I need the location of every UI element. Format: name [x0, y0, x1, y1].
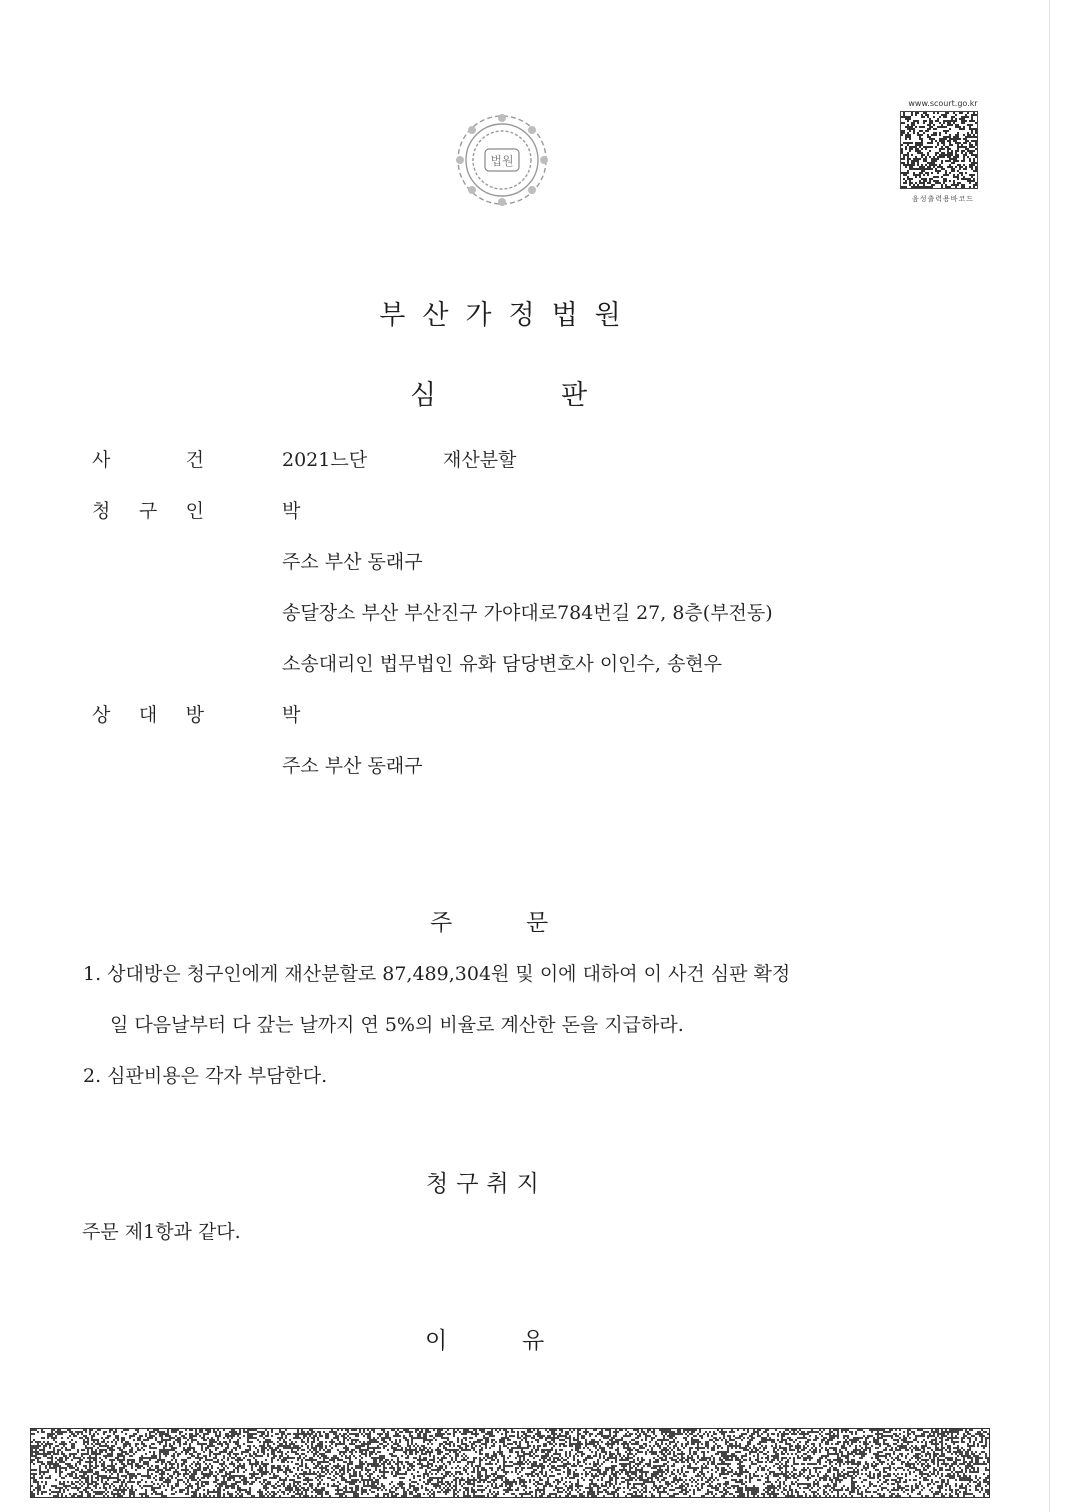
label-char: 사: [92, 449, 111, 471]
disposition-heading-char: 문: [526, 910, 549, 936]
case-type: 재산분할: [443, 449, 517, 471]
emblem-text: 법원: [490, 154, 514, 168]
respondent-address: 주소 부산 동래구: [282, 755, 423, 777]
document-title-char: 판: [561, 380, 588, 411]
claimant-attorney: 소송대리인 법무법인 유화 담당변호사 이인수, 송현우: [282, 653, 723, 675]
barcode-caption: 음성출력용바코드: [911, 195, 975, 203]
document-title: [0, 373, 1000, 411]
label-char: 건: [185, 449, 204, 471]
claim-purpose-heading: 청구취지: [426, 1171, 547, 1197]
reasons-heading-char: 유: [522, 1328, 545, 1354]
label-char: 청: [92, 500, 111, 522]
respondent-label: [92, 702, 204, 728]
respondent-name: 박: [282, 704, 301, 726]
disposition-heading-char: 주: [430, 910, 453, 936]
disposition-item-2: 2. 심판비용은 각자 부담한다.: [83, 1065, 328, 1087]
barcode-block: [900, 98, 986, 204]
site-url: www.scourt.go.kr: [908, 99, 978, 108]
label-char: 방: [185, 704, 204, 726]
document-title-char: 심: [410, 380, 437, 411]
disposition-item-1-line-1: 1. 상대방은 청구인에게 재산분할로 87,489,304원 및 이에 대하여 이 사건 심판 확정: [83, 963, 791, 985]
disposition-heading: [0, 904, 1000, 934]
label-char: 상: [92, 704, 111, 726]
case-label: [92, 447, 204, 473]
claimant-service-address: 송달장소 부산 부산진구 가야대로784번길 27, 8층(부전동): [282, 602, 773, 624]
case-number: 2021느단: [282, 449, 368, 471]
court-name: 부산가정법원: [379, 300, 638, 331]
court-emblem-icon: [452, 110, 552, 210]
label-char: 구: [138, 500, 158, 522]
claim-purpose-text: 주문 제1항과 같다.: [82, 1221, 241, 1243]
reasons-heading: [0, 1322, 1000, 1352]
claimant-address: 주소 부산 동래구: [282, 551, 423, 573]
scan-noise-strip: [30, 1428, 990, 1498]
label-char: 인: [185, 500, 204, 522]
claimant-name: 박: [282, 500, 301, 522]
reasons-heading-char: 이: [425, 1328, 448, 1354]
label-char: 대: [138, 704, 158, 726]
disposition-item-1-line-2: 일 다음날부터 다 갚는 날까지 연 5%의 비율로 계산한 돈을 지급하라.: [110, 1014, 684, 1036]
page-edge: [1049, 0, 1050, 1512]
qr-code-icon: [900, 111, 978, 189]
claimant-label: [92, 498, 204, 524]
